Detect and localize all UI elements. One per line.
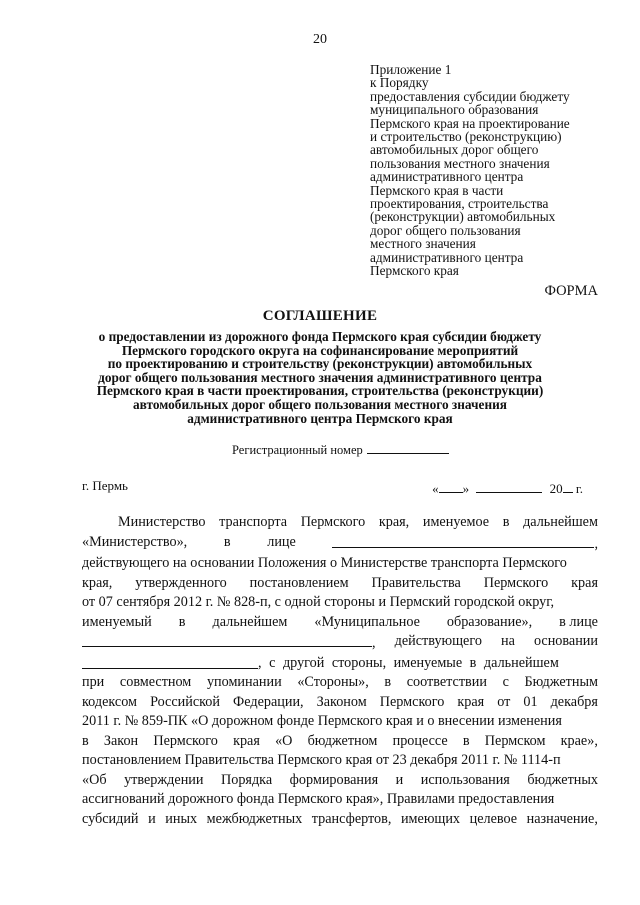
representative-blank	[332, 533, 594, 548]
body-line: действующего на основании Положения о Министерстве транспорта Пермского	[82, 555, 567, 571]
year-suffix: г.	[575, 481, 583, 496]
form-label: ФОРМА	[544, 283, 598, 299]
subtitle-line: административного центра Пермского края	[187, 410, 453, 426]
municipal-representative-blank	[82, 632, 372, 647]
agreement-body	[82, 513, 598, 829]
body-line: кодексом Российской Федерации, Законом Пермского края от 01 декабря	[82, 693, 598, 710]
body-line: постановлением Правительства Пермского края от 23 декабря 2011 г. № 1114-п	[82, 752, 561, 768]
appendix-line: административного центра	[370, 249, 524, 265]
appendix-line: Пермского края	[370, 263, 459, 279]
appendix-line: Приложение 1	[370, 62, 452, 77]
body-line: 2011 г. № 859-ПК «О дорожном фонде Пермского края и о внесении изменения	[82, 713, 562, 729]
appendix-line: административного центра	[370, 169, 524, 185]
body-line: именуемый в дальнейшем «Муниципальное образование», в лице	[82, 613, 598, 630]
year-blank	[563, 478, 573, 493]
subtitle-line: по проектированию и строительству (реконструкции) автомобильных	[107, 356, 533, 372]
body-line: края, утвержденного постановлением Правительства Пермского края	[82, 574, 598, 591]
body-line: в Закон Пермского края «О бюджетном процессе в Пермском крае»,	[82, 732, 598, 749]
body-line: субсидий и иных межбюджетных трансфертов, имеющих целевое назначение,	[82, 810, 598, 827]
year-prefix: 20	[549, 481, 563, 496]
subtitle-line: автомобильных дорог общего пользования местного значения	[133, 396, 507, 412]
body-line: , действующего на основании	[82, 632, 598, 654]
document-title: СОГЛАШЕНИЕ	[262, 308, 378, 324]
body-line: от 07 сентября 2012 г. № 828-п, с одной стороны и Пермский городской округ,	[82, 594, 554, 610]
date-field	[432, 478, 583, 497]
basis-blank	[82, 654, 258, 669]
body-line: «Об утверждении Порядка формирования и использования бюджетных	[82, 771, 598, 788]
date-quote-close: »	[462, 481, 470, 496]
subtitle-line: Пермского края в части проектирования, строительства (реконструкции)	[96, 383, 544, 399]
appendix-line: дорог общего пользования	[370, 222, 521, 238]
appendix-line: Пермского края на проектирование	[370, 115, 570, 131]
city-label: г. Пермь	[82, 478, 128, 493]
body-line: при совместном упоминании «Стороны», в соответствии с Бюджетным	[82, 674, 598, 690]
date-quote-open: «	[432, 481, 439, 496]
body-line: «Министерство», в лице ,	[82, 533, 598, 552]
subtitle-line: о предоставлении из дорожного фонда Пермского края субсидии бюджету	[98, 329, 542, 344]
subtitle-line: Пермского городского округа на софинансирование мероприятий	[121, 342, 519, 358]
appendix-line: автомобильных дорог общего	[370, 142, 539, 158]
registration-blank	[367, 443, 449, 454]
appendix-line: (реконструкции) автомобильных	[370, 209, 556, 225]
appendix-line: проектирования, строительства	[370, 196, 549, 212]
appendix-header	[370, 63, 610, 278]
registration-number	[232, 443, 449, 458]
subtitle-line: дорог общего пользования местного значения административного центра	[98, 369, 542, 385]
appendix-line: местного значения	[370, 236, 476, 252]
month-blank	[476, 478, 542, 493]
appendix-line: и строительство (реконструкцию)	[370, 129, 562, 145]
appendix-line: муниципального образования	[370, 102, 539, 118]
body-line: ассигнований дорожного фонда Пермского края», Правилами предоставления	[82, 791, 555, 807]
appendix-line: к Порядку	[370, 75, 429, 91]
appendix-line: предоставления субсидии бюджету	[370, 88, 570, 104]
registration-label: Регистрационный номер	[232, 443, 363, 457]
appendix-line: пользования местного значения	[370, 155, 550, 171]
body-line: Министерство транспорта Пермского края, именуемое в дальнейшем	[118, 514, 598, 530]
day-blank	[439, 478, 463, 493]
body-line: , с другой стороны, именуемые в дальнейшем	[82, 654, 598, 674]
page-number: 20	[313, 32, 327, 47]
document-subtitle	[60, 330, 580, 425]
appendix-line: Пермского края в части	[370, 182, 504, 198]
